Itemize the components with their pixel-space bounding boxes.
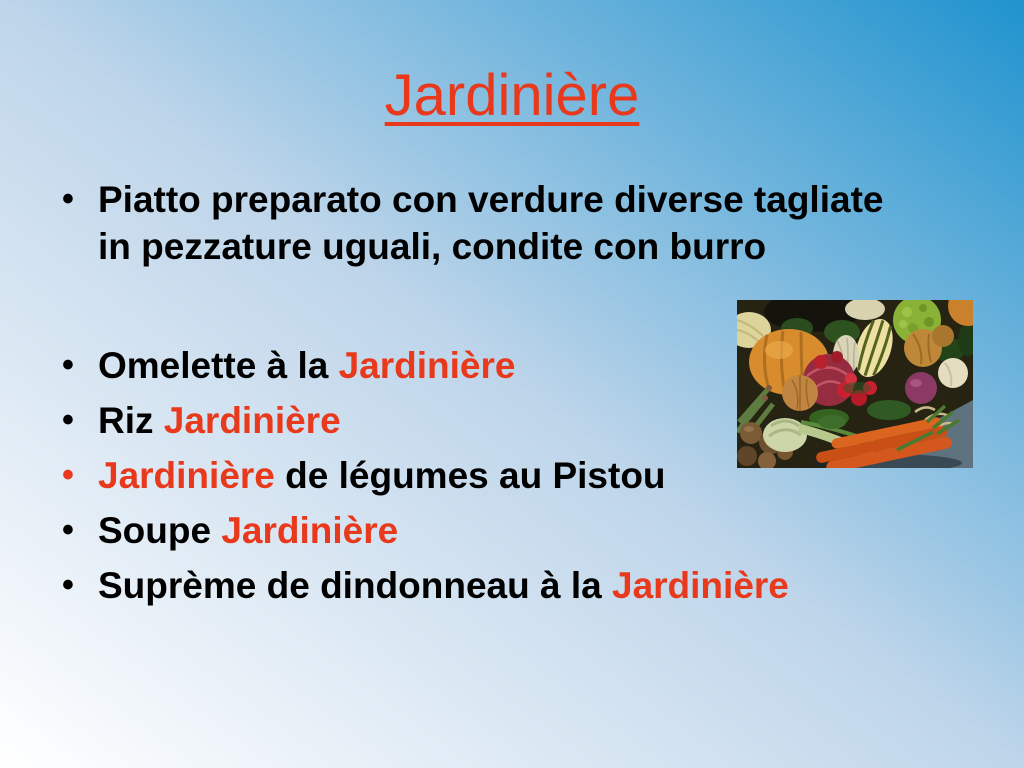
text-segment-accent: Jardinière bbox=[163, 400, 341, 441]
bullet-icon: • bbox=[62, 180, 74, 218]
text-segment-accent: Jardinière bbox=[338, 345, 516, 386]
slide-title: Jardinière bbox=[384, 63, 640, 128]
list-item-soupe bbox=[62, 507, 962, 554]
list-item-text bbox=[98, 507, 962, 554]
paragraph-text bbox=[98, 176, 962, 270]
assorted-vegetables-photo bbox=[737, 300, 973, 468]
bullet-icon: • bbox=[62, 401, 74, 439]
text-segment: Suprème de dindonneau à la bbox=[98, 565, 612, 606]
text-segment: de légumes au Pistou bbox=[274, 455, 666, 496]
paragraph-line-1: Piatto preparato con verdure diverse tagliate bbox=[98, 179, 884, 220]
list-item-text bbox=[98, 562, 962, 609]
text-segment: Soupe bbox=[98, 510, 222, 551]
text-segment: Riz bbox=[98, 400, 164, 441]
text-segment-accent: Jardinière bbox=[612, 565, 789, 606]
text-segment-accent: Jardinière bbox=[221, 510, 399, 551]
text-segment-accent: Jardinière bbox=[98, 455, 275, 496]
bullet-icon: • bbox=[62, 456, 74, 494]
paragraph-line-2: in pezzature uguali, condite con burro bbox=[98, 226, 767, 267]
bullet-icon: • bbox=[62, 346, 74, 384]
vegetables-illustration bbox=[737, 300, 973, 468]
list-item-supreme bbox=[62, 562, 962, 609]
bullet-icon: • bbox=[62, 566, 74, 604]
bullet-icon: • bbox=[62, 511, 74, 549]
paragraph-bullet bbox=[62, 176, 962, 270]
text-segment: Omelette à la bbox=[98, 345, 339, 386]
